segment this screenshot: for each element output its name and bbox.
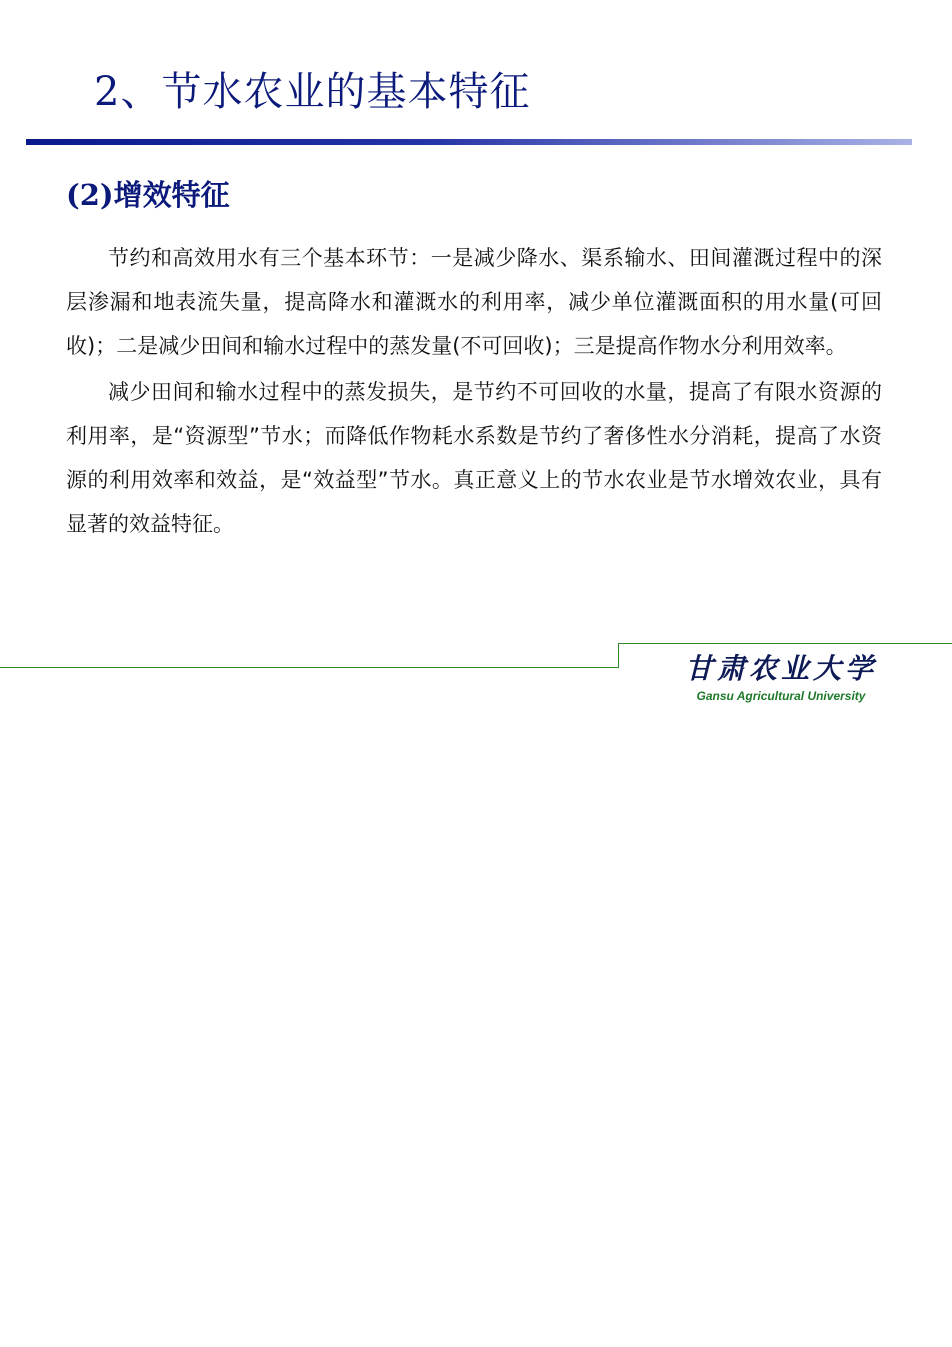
page-title: 2、节水农业的基本特征 [94, 69, 531, 115]
footer-divider-step [618, 643, 619, 668]
section-subtitle: (2)增效特征 [66, 178, 230, 212]
paragraph-1: 节约和高效用水有三个基本环节：一是减少降水、渠系输水、田间灌溉过程中的深层渗漏和地表流失量，提高降水和灌溉水的利用率，减少单位灌溉面积的用水量(可回收)；二是减少田间和输水过程中的蒸发量(不可回收)；三是提高作物水分利用效率。 [66, 246, 882, 358]
university-logo-english: Gansu Agricultural University [696, 689, 866, 703]
title-underline-rule [26, 139, 912, 145]
body-text [66, 236, 882, 546]
footer-divider-left [0, 667, 618, 668]
paragraph-2: 减少田间和输水过程中的蒸发损失，是节约不可回收的水量，提高了有限水资源的利用率，是“资源型”节水；而降低作物耗水系数是节约了奢侈性水分消耗，提高了水资源的利用效率和效益，是“效益型”节水。真正意义上的节水农业是节水增效农业，具有显著的效益特征。 [66, 380, 882, 536]
university-logo [676, 650, 886, 704]
university-logo-chinese: 甘肃农业大学 [684, 652, 877, 685]
footer-divider-right [618, 643, 952, 644]
